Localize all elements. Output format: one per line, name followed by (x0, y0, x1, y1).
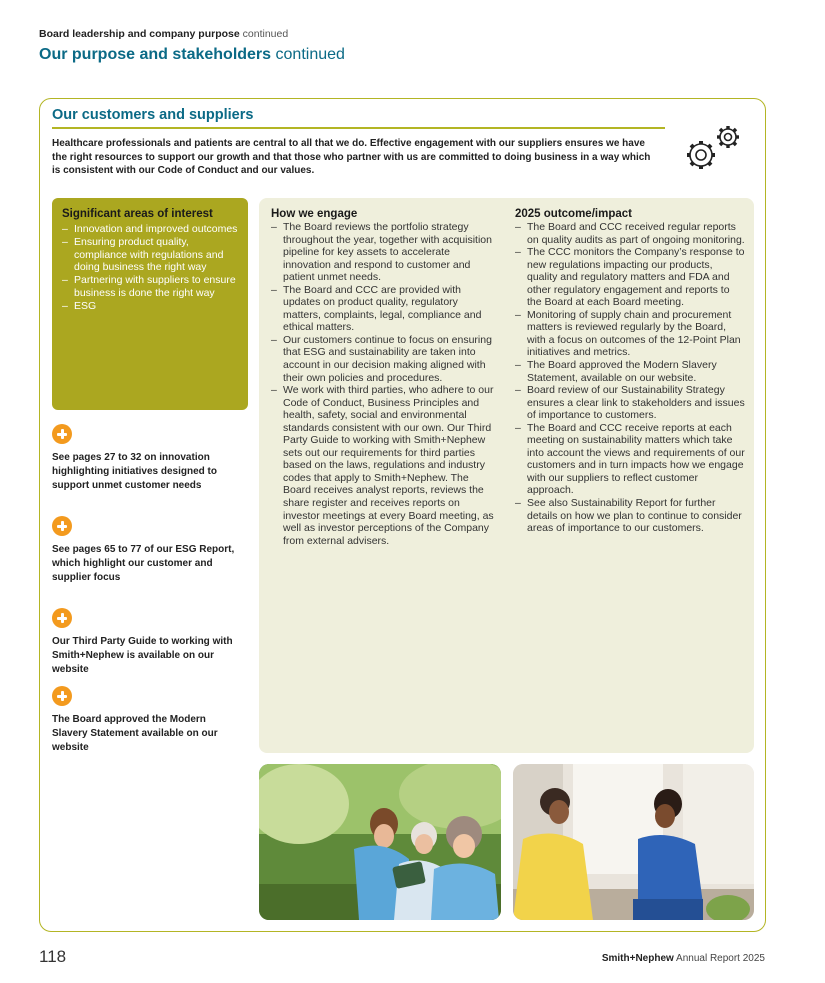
section-title: Our customers and suppliers (52, 107, 254, 123)
list-item: – See also Sustainability Report for further details on how we plan to continue to consider areas of importance to our customers. (515, 497, 745, 535)
list-item: – Our customers continue to focus on ensuring that ESG and sustainability are taken into account in our decision making aligned with their own policies and procedures. (271, 334, 496, 384)
photo-nurse-consultation (513, 764, 754, 920)
list-item: – We work with third parties, who adhere to our Code of Conduct, Business Principles and health, safety, social and environmental standards consistent with our own. Our Third Party Guide to working with Smith+Nephew sets out our requirements for third parties based on the laws, regulations and industry codes that apply to Smith+Nephew. The Board receives analyst reports, reviews the share register and receives reports on investor meetings at every Board meeting, as well as investor perceptions of the Company from external advisers. (271, 384, 496, 547)
plus-icon (52, 516, 72, 536)
reference-esg-report[interactable] (52, 516, 242, 584)
outcome-list (515, 221, 745, 535)
interest-list (62, 223, 238, 313)
interest-box (52, 198, 248, 410)
list-item: – Monitoring of supply chain and procurement matters is reviewed regularly by the Board, with a focus on outcomes of the 12-Point Plan initiatives and metrics. (515, 309, 745, 359)
list-item: – The CCC monitors the Company’s response to new regulations impacting our products, quality and regulatory matters and FDA and other regulatory engagement and reports to the Board at each Board meeting. (515, 246, 745, 309)
breadcrumb-main: Board leadership and company purpose (39, 28, 240, 40)
how-we-engage-list (271, 221, 496, 547)
plus-icon (52, 686, 72, 706)
page-title-main: Our purpose and stakeholders (39, 46, 272, 63)
footer-report-name: Annual Report 2025 (676, 953, 765, 964)
list-item: – Innovation and improved outcomes (62, 223, 238, 236)
page-title (39, 46, 345, 64)
page-number: 118 (39, 947, 67, 966)
section-intro: Healthcare professionals and patients are central to all that we do. Effective engagement with our suppliers ensures we have the right resources to support our growth and that those who partner with us are committed to doing business in a way which is consistent with our Code of Conduct and our values. (52, 138, 651, 176)
footer-brand (602, 953, 765, 964)
reference-modern-slavery[interactable] (52, 686, 242, 754)
reference-text: See pages 27 to 32 on innovation highlighting initiatives designed to support unmet customer needs (52, 452, 217, 491)
reference-text: See pages 65 to 77 of our ESG Report, which highlight our customer and supplier focus (52, 544, 235, 583)
how-we-engage-title: How we engage (271, 208, 358, 220)
engagement-box (259, 198, 754, 753)
gears-icon (680, 122, 746, 176)
list-item: – Ensuring product quality, compliance with regulations and doing business the right way (62, 236, 238, 274)
how-we-engage-column (271, 208, 496, 547)
list-item: – The Board and CCC receive reports at each meeting on sustainability matters which take into account the views and requirements of our customers and in turn impacts how we engage with our suppliers to reflect customer approach. (515, 422, 745, 497)
section-divider (52, 127, 665, 129)
plus-icon (52, 608, 72, 628)
list-item: – Partnering with suppliers to ensure business is done the right way (62, 274, 238, 300)
interest-title: Significant areas of interest (62, 208, 213, 220)
list-item: – ESG (62, 300, 238, 313)
breadcrumb-continued: continued (242, 28, 289, 40)
reference-innovation[interactable] (52, 424, 242, 492)
reference-third-party-guide[interactable] (52, 608, 242, 676)
list-item: – The Board reviews the portfolio strategy throughout the year, together with acquisition pipeline for key assets to accelerate innovation and respond to customer and patient unmet needs. (271, 221, 496, 284)
reference-text: Our Third Party Guide to working with Smith+Nephew is available on our website (52, 636, 233, 675)
list-item: – The Board approved the Modern Slavery Statement, available on our website. (515, 359, 745, 384)
page-title-continued: continued (275, 46, 345, 63)
reference-text: The Board approved the Modern Slavery Statement available on our website (52, 714, 218, 753)
list-item: – Board review of our Sustainability Strategy ensures a clear link to stakeholders and issues of importance to customers. (515, 384, 745, 422)
outcome-column (515, 208, 745, 535)
list-item: – The Board and CCC are provided with updates on product quality, regulatory matters, complaints, legal, compliance and ethical matters. (271, 284, 496, 334)
footer-brand-name: Smith+Nephew (601, 953, 674, 964)
photo-nurse-with-patients (259, 764, 501, 920)
outcome-title: 2025 outcome/impact (515, 208, 632, 220)
list-item: – The Board and CCC received regular reports on quality audits as part of ongoing monitoring. (515, 221, 745, 246)
breadcrumb (39, 28, 288, 40)
plus-icon (52, 424, 72, 444)
